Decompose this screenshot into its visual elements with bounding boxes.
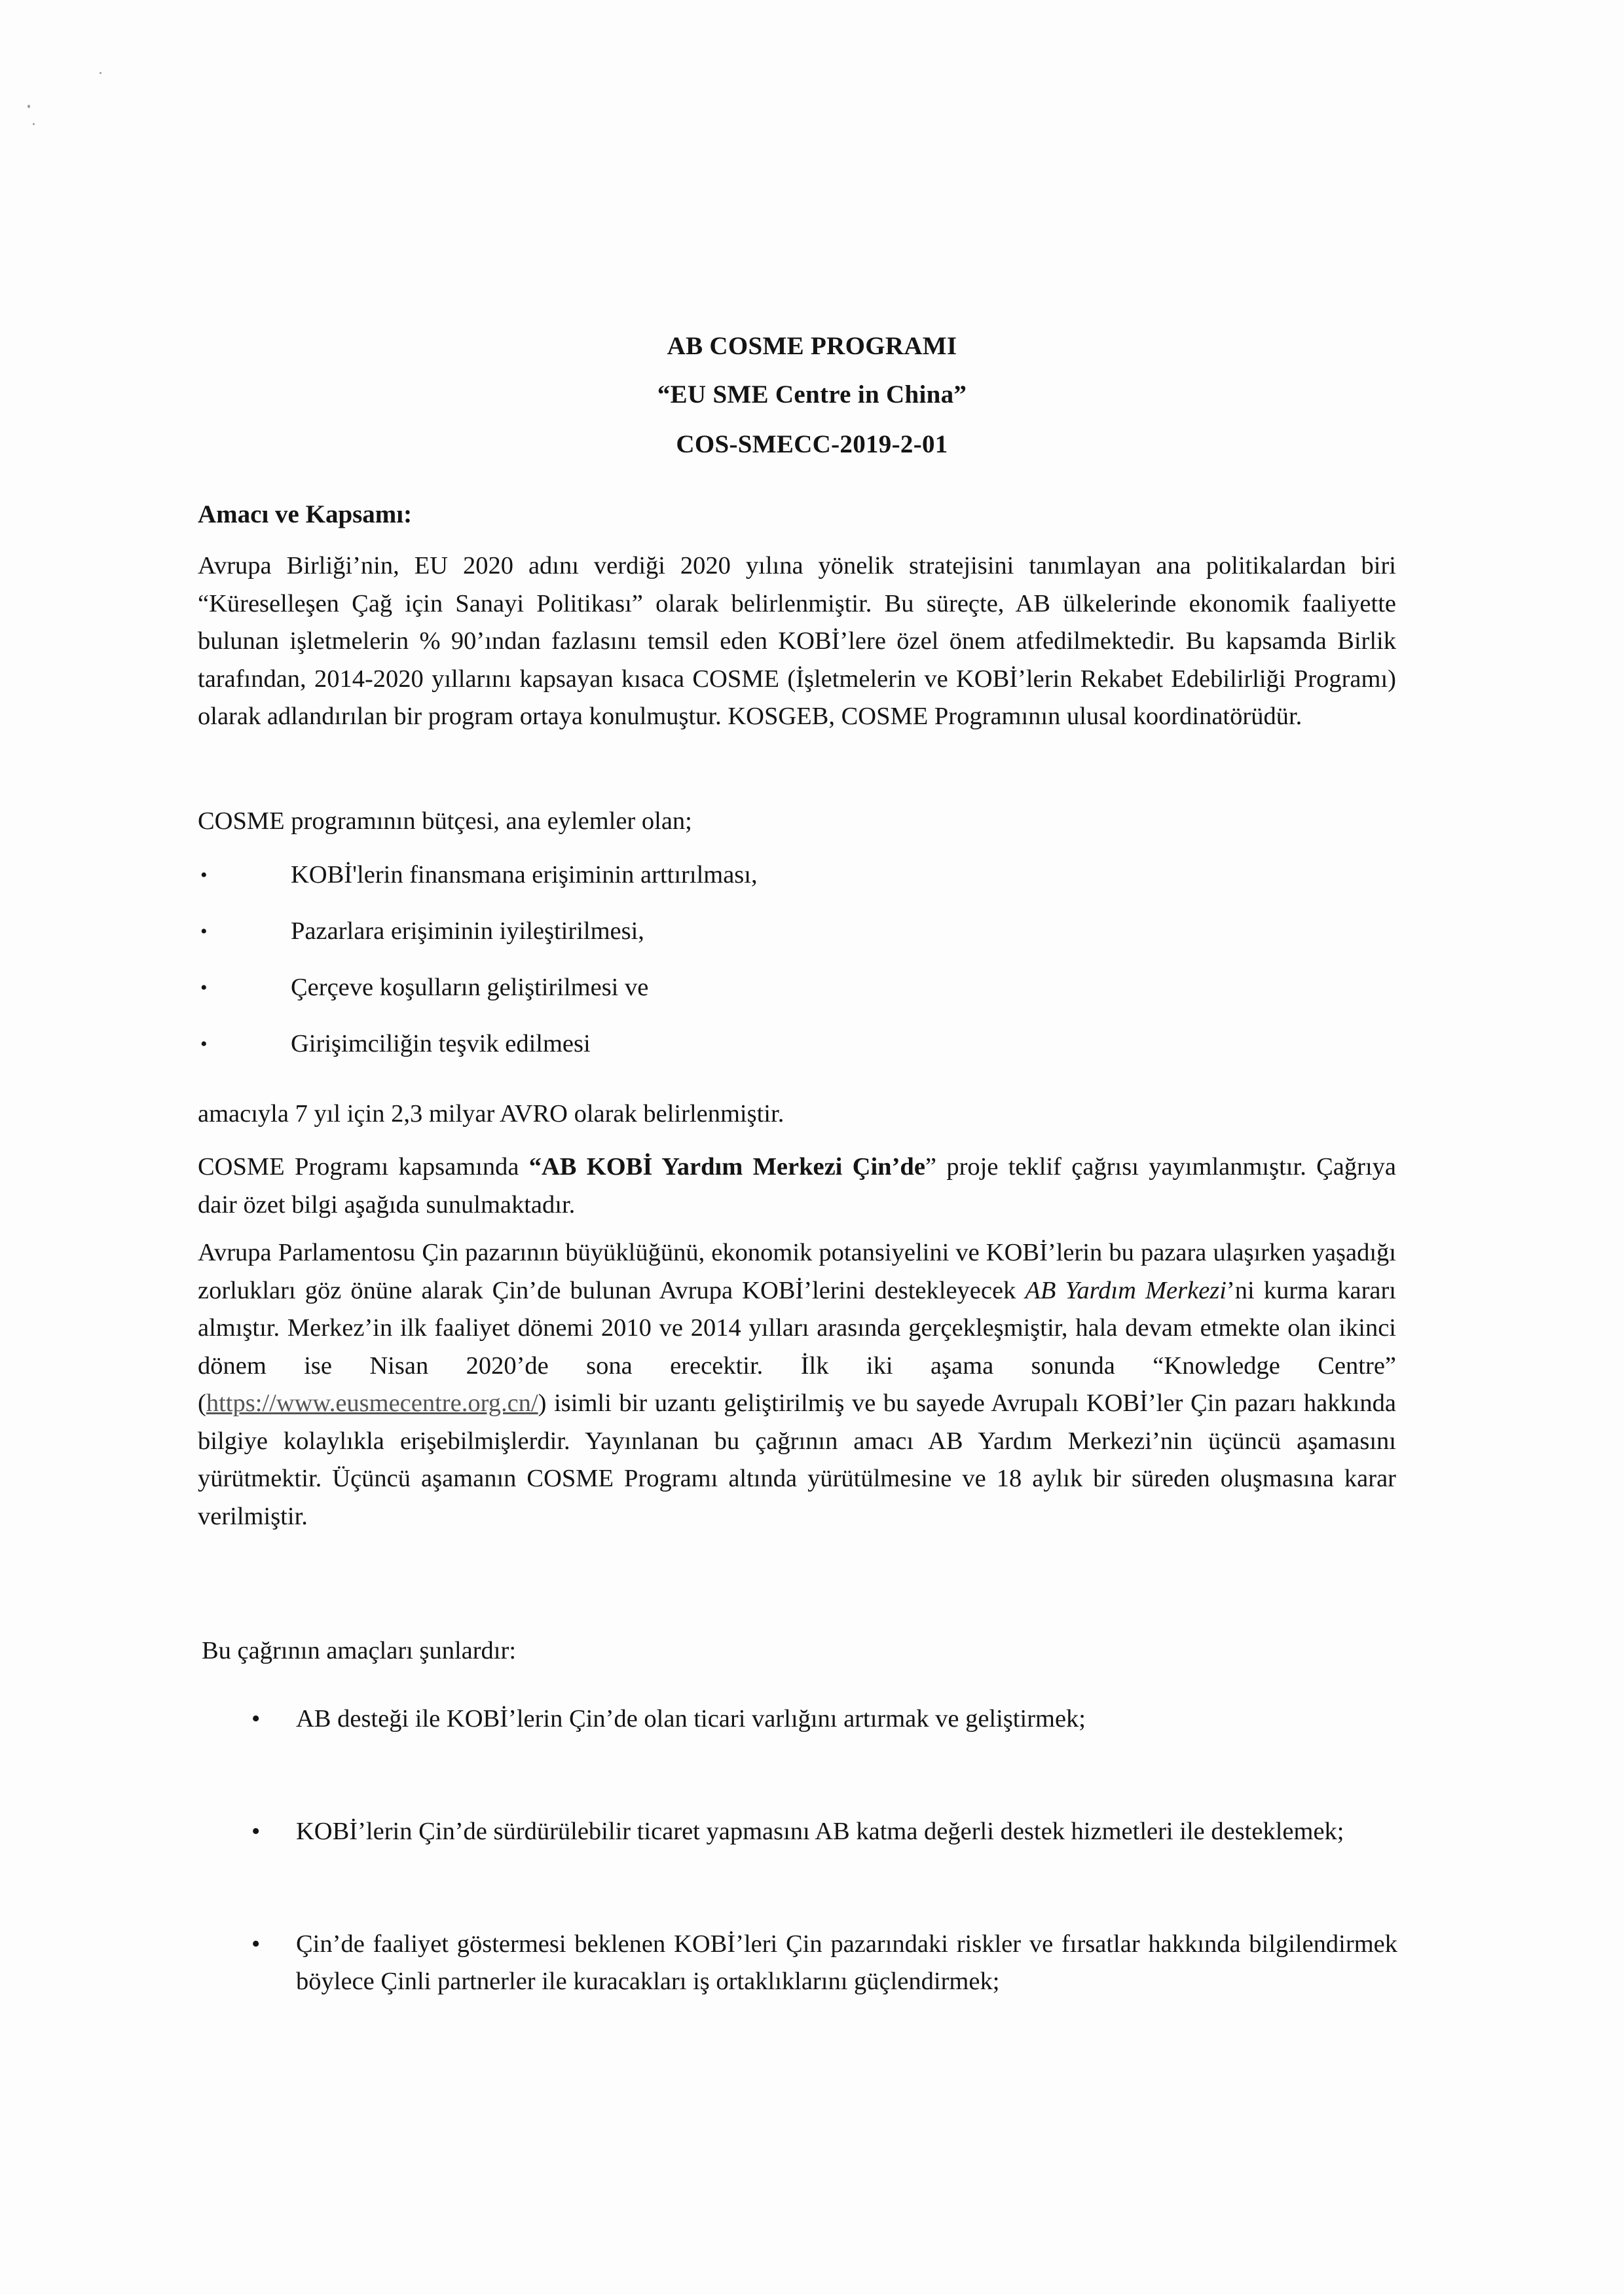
budget-intro: COSME programının bütçesi, ana eylemler olan;: [198, 807, 692, 835]
goals-intro: Bu çağrının amaçları şunlardır:: [202, 1637, 517, 1664]
parliament-text-3: ) isimli bir uzantı geliştirilmiş ve bu sayede Avrupalı KOBİ’ler Çin pazarı hakkında bilgiye kolaylıkla erişebilmişlerdir. Yayınlanan bu çağrının amacı AB Yardım Merkezi’nin üçüncü aşamasını yürütmektir. Üçüncü aşamanın COSME Programı altında yürütülmesine ve 18 aylık bir süreden oluşmasına karar verilmiştir.: [198, 1389, 1396, 1530]
knowledge-centre-link[interactable]: https://www.eusmecentre.org.cn/: [206, 1389, 538, 1417]
document-title: AB COSME PROGRAMI: [667, 332, 957, 360]
list-item: [0, 1025, 1624, 1082]
call-text-start: COSME Programı kapsamında: [198, 1153, 529, 1181]
call-identifier: COS-SMECC-2019-2-01: [676, 430, 948, 458]
list-item: [0, 1700, 1624, 1738]
parliament-paragraph: [198, 1234, 1396, 1535]
scan-speck: [100, 72, 101, 74]
call-paragraph: [198, 1148, 1396, 1224]
budget-summary: amacıyla 7 yıl için 2,3 milyar AVRO olarak belirlenmiştir.: [198, 1100, 784, 1128]
document-subtitle: “EU SME Centre in China”: [657, 380, 967, 409]
call-text-end: ” proje teklif çağrısı yayımlanmıştır. Çağrıya dair özet bilgi aşağıda sunulmaktadır.: [198, 1153, 1396, 1219]
budget-list: [0, 856, 1624, 1082]
list-item-text: Girişimciliğin teşvik edilmesi: [291, 1030, 591, 1057]
scan-speck: [28, 105, 30, 108]
parliament-text-2: ’ni kurma kararı almıştır. Merkez’in ilk faaliyet dönemi 2010 ve 2014 yılları arasında gerçekleşmiştir, hala devam etmekte olan ikinci dönem ise Nisan 2020’de sona erecektir. İlk iki aşama sonunda “Knowledge Centre” (: [198, 1276, 1397, 1417]
bullet-icon: •: [251, 1817, 261, 1845]
bullet-icon: •: [251, 1930, 261, 1958]
list-item-text: KOBİ'lerin finansmana erişiminin arttırılması,: [291, 861, 758, 889]
list-item-text: Pazarlara erişiminin iyileştirilmesi,: [291, 917, 644, 945]
list-item-text: Çerçeve koşulların geliştirilmesi ve: [291, 974, 649, 1001]
intro-paragraph: Avrupa Birliği’nin, EU 2020 adını verdiği 2020 yılına yönelik stratejisini tanımlayan ana politikalardan biri “Küreselleşen Çağ için Sanayi Politikası” olarak belirlenmiştir. Bu süreçte, AB ülkelerinde ekonomik faaliyette bulunan işletmelerin % 90’ından fazlasını temsil eden KOBİ’lere özel önem atfedilmektedir. Bu kapsamda Birlik tarafından, 2014-2020 yıllarını kapsayan kısaca COSME (İşletmelerin ve KOBİ’lerin Rekabet Edebilirliği Programı) olarak adlandırılan bir program ortaya konulmuştur. KOSGEB, COSME Programının ulusal koordinatörüdür.: [198, 552, 1396, 730]
list-item: [0, 856, 1624, 913]
section-heading: Amacı ve Kapsamı:: [198, 500, 413, 528]
list-item-text: KOBİ’lerin Çin’de sürdürülebilir ticaret yapmasını AB katma değerli destek hizmetleri ile desteklemek;: [296, 1817, 1344, 1845]
list-item: [0, 1813, 1624, 1888]
bullet-icon: •: [200, 921, 208, 942]
bullet-icon: •: [200, 977, 208, 999]
list-item-text: AB desteği ile KOBİ’lerin Çin’de olan ticari varlığını artırmak ve geliştirmek;: [296, 1705, 1086, 1733]
centre-name: AB Yardım Merkezi: [1025, 1276, 1227, 1304]
list-item: [0, 1926, 1624, 2001]
list-item: [0, 969, 1624, 1025]
goals-list: [0, 1700, 1624, 2021]
bullet-icon: •: [200, 864, 208, 886]
list-item-text: Çin’de faaliyet göstermesi beklenen KOBİ’leri Çin pazarındaki riskler ve fırsatlar hakkında bilgilendirmek böylece Çinli partnerler ile kuracakları iş ortaklıklarını güçlendirmek;: [296, 1930, 1397, 1995]
call-name: “AB KOBİ Yardım Merkezi Çin’de: [528, 1153, 925, 1181]
bullet-icon: •: [200, 1033, 208, 1055]
bullet-icon: •: [251, 1705, 261, 1733]
scan-speck: [33, 123, 35, 125]
list-item: [0, 913, 1624, 969]
parliament-text-1: Avrupa Parlamentosu Çin pazarının büyüklüğünü, ekonomik potansiyelini ve KOBİ’lerin bu pazara ulaşırken yaşadığı zorlukları göz önüne alarak Çin’de bulunan Avrupa KOBİ’lerini destekleyecek: [198, 1239, 1396, 1304]
